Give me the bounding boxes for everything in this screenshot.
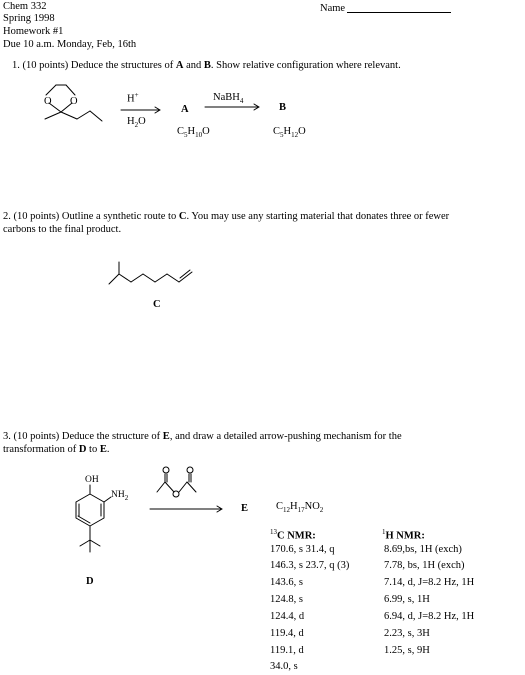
question-2-line1: 2. (10 points) Outline a synthetic route to C. You may use any starting material that donates three or fewer <box>3 211 450 222</box>
c13-peak: 170.6, s 31.4, q <box>270 544 335 555</box>
formula-b: $C_5H_{12}O$ <box>273 126 306 140</box>
h1-peak: 6.99, s, 1H <box>384 594 430 605</box>
hydroxyl-label: OH <box>85 475 99 485</box>
reagent-nabh4: NaBH$_4$ <box>213 92 244 106</box>
h1-peak: 1.25, s, 9H <box>384 645 430 656</box>
compound-d-structure <box>76 485 111 552</box>
c13-peak: 143.6, s <box>270 577 303 588</box>
reagent-acid: H+ <box>127 91 139 105</box>
h1-peak: 8.69,bs, 1H (exch) <box>384 544 462 555</box>
question-2-line2: carbons to the final product. <box>3 224 122 235</box>
c13-peak: 119.4, d <box>270 628 304 639</box>
amine-label: $NH_2$ <box>111 490 129 502</box>
label-e: E <box>241 503 249 514</box>
h1-peak: 7.78, bs, 1H (exch) <box>384 560 465 571</box>
label-b: B <box>279 102 287 113</box>
formula-e: $C_{12}H_{17}NO_2$ <box>276 501 324 515</box>
label-d: D <box>86 576 94 587</box>
h1-peak: 6.94, d, J=8.2 Hz, 1H <box>384 611 475 622</box>
h1-peak: 2.23, s, 3H <box>384 628 430 639</box>
question-1-text: 1. (10 points) Deduce the structures of A and B. Show relative configuration where relevant. <box>12 60 401 71</box>
h1-nmr-title: $^1$H NMR: <box>382 528 425 542</box>
c13-peak: 124.8, s <box>270 594 303 605</box>
compound-c-structure <box>109 262 192 284</box>
c13-peak: 124.4, d <box>270 611 305 622</box>
c13-peak: 34.0, s <box>270 661 298 672</box>
question-3-line1: 3. (10 points) Deduce the structure of E, and draw a detailed arrow-pushing mechanism for the <box>3 431 402 442</box>
c13-nmr-title: $^{13}$C NMR: <box>270 528 316 542</box>
acetic-anhydride-structure <box>157 474 196 492</box>
ketal-oxygen-left: O <box>44 96 52 107</box>
c13-peak: 119.1, d <box>270 645 304 656</box>
formula-a: $C_5H_{10}O$ <box>177 126 210 140</box>
assignment-title: Homework #1 <box>3 26 64 37</box>
c13-peak: 146.3, s 23.7, q (3) <box>270 560 350 571</box>
h1-peak: 7.14, d, J=8.2 Hz, 1H <box>384 577 475 588</box>
name-label: Name <box>320 3 346 14</box>
course-title: Chem 332 <box>3 1 47 12</box>
ketal-oxygen-right: O <box>70 96 78 107</box>
due-date: Due 10 a.m. Monday, Feb, 16th <box>3 39 137 50</box>
label-c: C <box>153 299 161 310</box>
label-a: A <box>181 104 189 115</box>
question-3-line2: transformation of D to E. <box>3 444 110 455</box>
reagent-water: $H_2O$ <box>127 116 146 130</box>
term: Spring 1998 <box>3 13 55 24</box>
